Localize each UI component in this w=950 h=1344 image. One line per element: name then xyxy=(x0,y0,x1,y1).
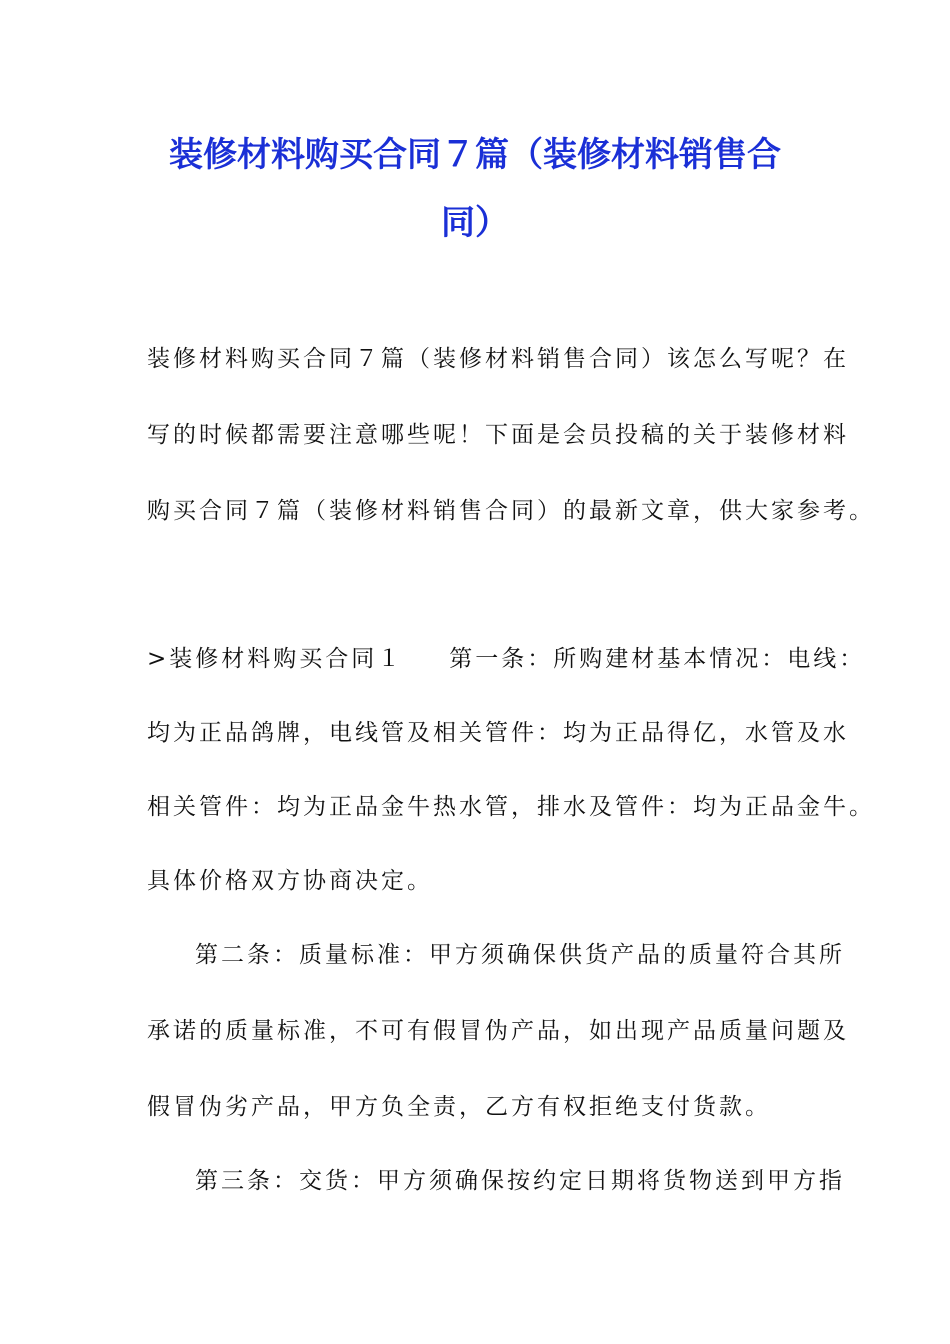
body-line-7: 第三条：交货：甲方须确保按约定日期将货物送到甲方指 xyxy=(195,1168,845,1194)
article-1-start: 第一条：所购建材基本情况：电线： xyxy=(449,646,866,672)
body-line-3: 具体价格双方协商决定。 xyxy=(147,868,433,894)
intro-line-1: 装修材料购买合同７篇（装修材料销售合同）该怎么写呢？在 xyxy=(147,346,849,372)
section-1-heading: >装修材料购买合同１ xyxy=(147,646,404,672)
section-1-first-line xyxy=(147,644,865,674)
body-line-5: 承诺的质量标准，不可有假冒伪产品，如出现产品质量问题及 xyxy=(147,1018,849,1044)
document-title-line-1: 装修材料购买合同７篇（装修材料销售合 xyxy=(169,135,781,175)
intro-line-2: 写的时候都需要注意哪些呢！下面是会员投稿的关于装修材料 xyxy=(147,422,849,448)
body-line-4: 第二条：质量标准：甲方须确保供货产品的质量符合其所 xyxy=(195,942,845,968)
intro-line-3: 购买合同７篇（装修材料销售合同）的最新文章，供大家参考。 xyxy=(147,498,875,524)
body-line-1: 均为正品鸽牌，电线管及相关管件：均为正品得亿，水管及水 xyxy=(147,720,849,746)
document-title-line-2: 同） xyxy=(441,203,509,243)
body-line-6: 假冒伪劣产品，甲方负全责，乙方有权拒绝支付货款。 xyxy=(147,1094,771,1120)
body-line-2: 相关管件：均为正品金牛热水管，排水及管件：均为正品金牛。 xyxy=(147,794,875,820)
